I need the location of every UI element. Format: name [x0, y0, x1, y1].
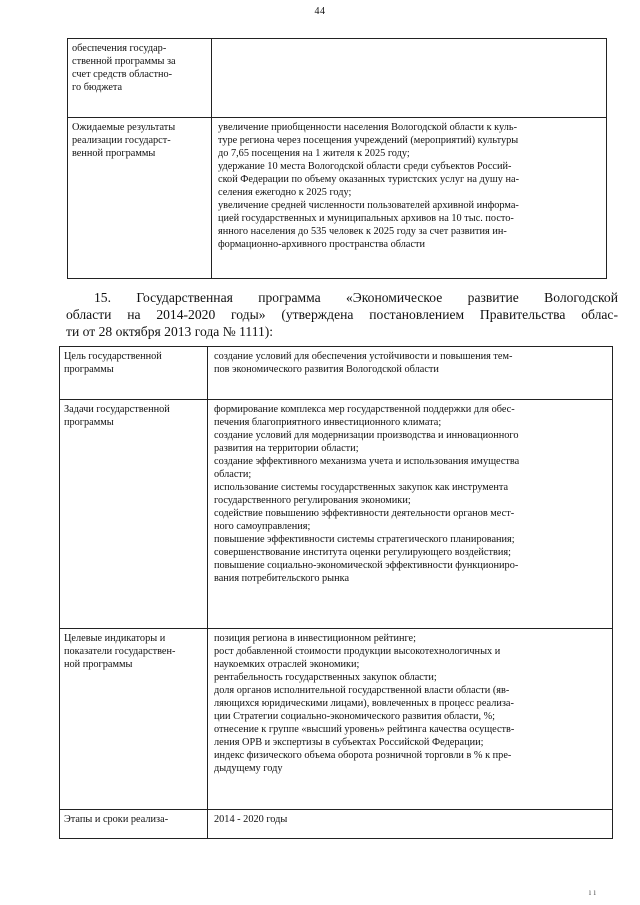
value-line: наукоемких отраслей экономики;: [214, 659, 360, 670]
value-line: туре региона через посещения учреждений (мероприятий) культуры: [218, 135, 519, 146]
value-line: увеличение приобщенности населения Вологодской области к куль-: [218, 122, 518, 133]
value-line: янного населения до 535 человек к 2025 году за счет развития ин-: [218, 226, 507, 237]
table-row-funding: [68, 39, 607, 118]
label-line: Ожидаемые результаты: [72, 122, 176, 133]
scan-mark: ı ı: [588, 887, 596, 897]
value-line: ляющихся юридическими лицами), вовлеченных в процесс реализа-: [214, 698, 514, 709]
table-row-tasks: [60, 400, 613, 629]
label-line: программы: [64, 417, 114, 428]
section-heading-line: 15. Государственная программа «Экономическое развитие Вологодской: [94, 290, 618, 305]
value-line: селения ежегодно к 2025 году;: [218, 187, 352, 198]
value-line: ской Федерации по объему оказанных туристских услуг на душу на-: [218, 174, 520, 185]
value-line: ции Стратегии социально-экономического развития области, %;: [214, 711, 496, 722]
table-row-goal: [60, 347, 613, 400]
row-value-stages: [208, 810, 613, 839]
value-line: повышение эффективности системы стратегического планирования;: [214, 534, 515, 545]
value-line: цией государственных и муниципальных архивов на 10 тыс. посто-: [218, 213, 514, 224]
value-line: вания потребительского рынка: [214, 573, 350, 584]
row-label-goal: [60, 347, 208, 400]
table-row-indicators: [60, 629, 613, 810]
value-line: 2014 - 2020 годы: [214, 814, 288, 825]
value-line: формационно-архивного пространства области: [218, 239, 426, 250]
label-line: счет средств областно-: [72, 69, 173, 80]
row-value-expected-results: [212, 118, 607, 279]
value-line: совершенствование института оценки регулирующего воздействия;: [214, 547, 511, 558]
row-value-goal: [208, 347, 613, 400]
value-line: до 7,65 посещения на 1 жителя к 2025 году;: [218, 148, 410, 159]
value-line: ного самоуправления;: [214, 521, 311, 532]
program-passport-table: [59, 346, 613, 839]
value-line: печения благоприятного инвестиционного климата;: [214, 417, 442, 428]
label-line: Задачи государственной: [64, 404, 170, 415]
label-line: ственной программы за: [72, 56, 176, 67]
value-line: использование системы государственных закупок как инструмента: [214, 482, 509, 493]
value-line: области;: [214, 469, 252, 480]
value-line: позиция региона в инвестиционном рейтинге;: [214, 633, 416, 644]
label-line: обеспечения государ-: [72, 43, 167, 54]
label-line: показатели государствен-: [64, 646, 176, 657]
row-label-tasks: [60, 400, 208, 629]
value-line: содействие повышению эффективности деятельности органов мест-: [214, 508, 515, 519]
row-value-funding: [212, 39, 607, 118]
section-heading-line: ти от 28 октября 2013 года № 1111):: [66, 324, 274, 339]
label-line: Цель государственной: [64, 351, 162, 362]
value-line: ления ОРВ и экспертизы в субъектах Российской Федерации;: [214, 737, 484, 748]
label-line: венной программы: [72, 148, 156, 159]
label-line: Этапы и сроки реализа-: [64, 814, 169, 825]
row-label-stages: [60, 810, 208, 839]
value-line: доля органов исполнительной государственной власти области (яв-: [214, 685, 510, 696]
value-line: создание условий для обеспечения устойчивости и повышения тем-: [214, 351, 513, 362]
value-line: повышение социально-экономической эффективности функциониро-: [214, 560, 519, 571]
value-line: создание эффективного механизма учета и использования имущества: [214, 456, 520, 467]
value-line: удержание 10 места Вологодской области среди субъектов Россий-: [218, 161, 512, 172]
passport-table-continued: [67, 38, 607, 279]
value-line: формирование комплекса мер государственной поддержки для обес-: [214, 404, 515, 415]
value-line: рентабельность государственных закупок области;: [214, 672, 437, 683]
value-line: индекс физического объема оборота розничной торговли в % к пре-: [214, 750, 512, 761]
label-line: ной программы: [64, 659, 133, 670]
page-number: 44: [314, 6, 326, 17]
section-heading-line: области на 2014-2020 годы» (утверждена постановлением Правительства облас-: [66, 307, 618, 322]
table-row-stages: [60, 810, 613, 839]
row-label-funding: [68, 39, 212, 118]
value-line: создание условий для модернизации производства и инновационного: [214, 430, 519, 441]
row-value-indicators: [208, 629, 613, 810]
section-heading: [66, 289, 618, 340]
value-line: государственного регулирования экономики;: [214, 495, 411, 506]
value-line: рост добавленной стоимости продукции высокотехнологичных и: [214, 646, 501, 657]
value-line: дыдущему году: [214, 763, 283, 774]
label-line: программы: [64, 364, 114, 375]
row-label-indicators: [60, 629, 208, 810]
row-value-tasks: [208, 400, 613, 629]
table-row-expected-results: [68, 118, 607, 279]
label-line: реализации государст-: [72, 135, 171, 146]
row-label-expected-results: [68, 118, 212, 279]
value-line: пов экономического развития Вологодской области: [214, 364, 439, 375]
value-line: развития на территории области;: [214, 443, 359, 454]
value-line: увеличение средней численности пользователей архивной информа-: [218, 200, 519, 211]
value-line: отнесение к группе «высший уровень» рейтинга качества осуществ-: [214, 724, 515, 735]
label-line: го бюджета: [72, 82, 123, 93]
label-line: Целевые индикаторы и: [64, 633, 166, 644]
